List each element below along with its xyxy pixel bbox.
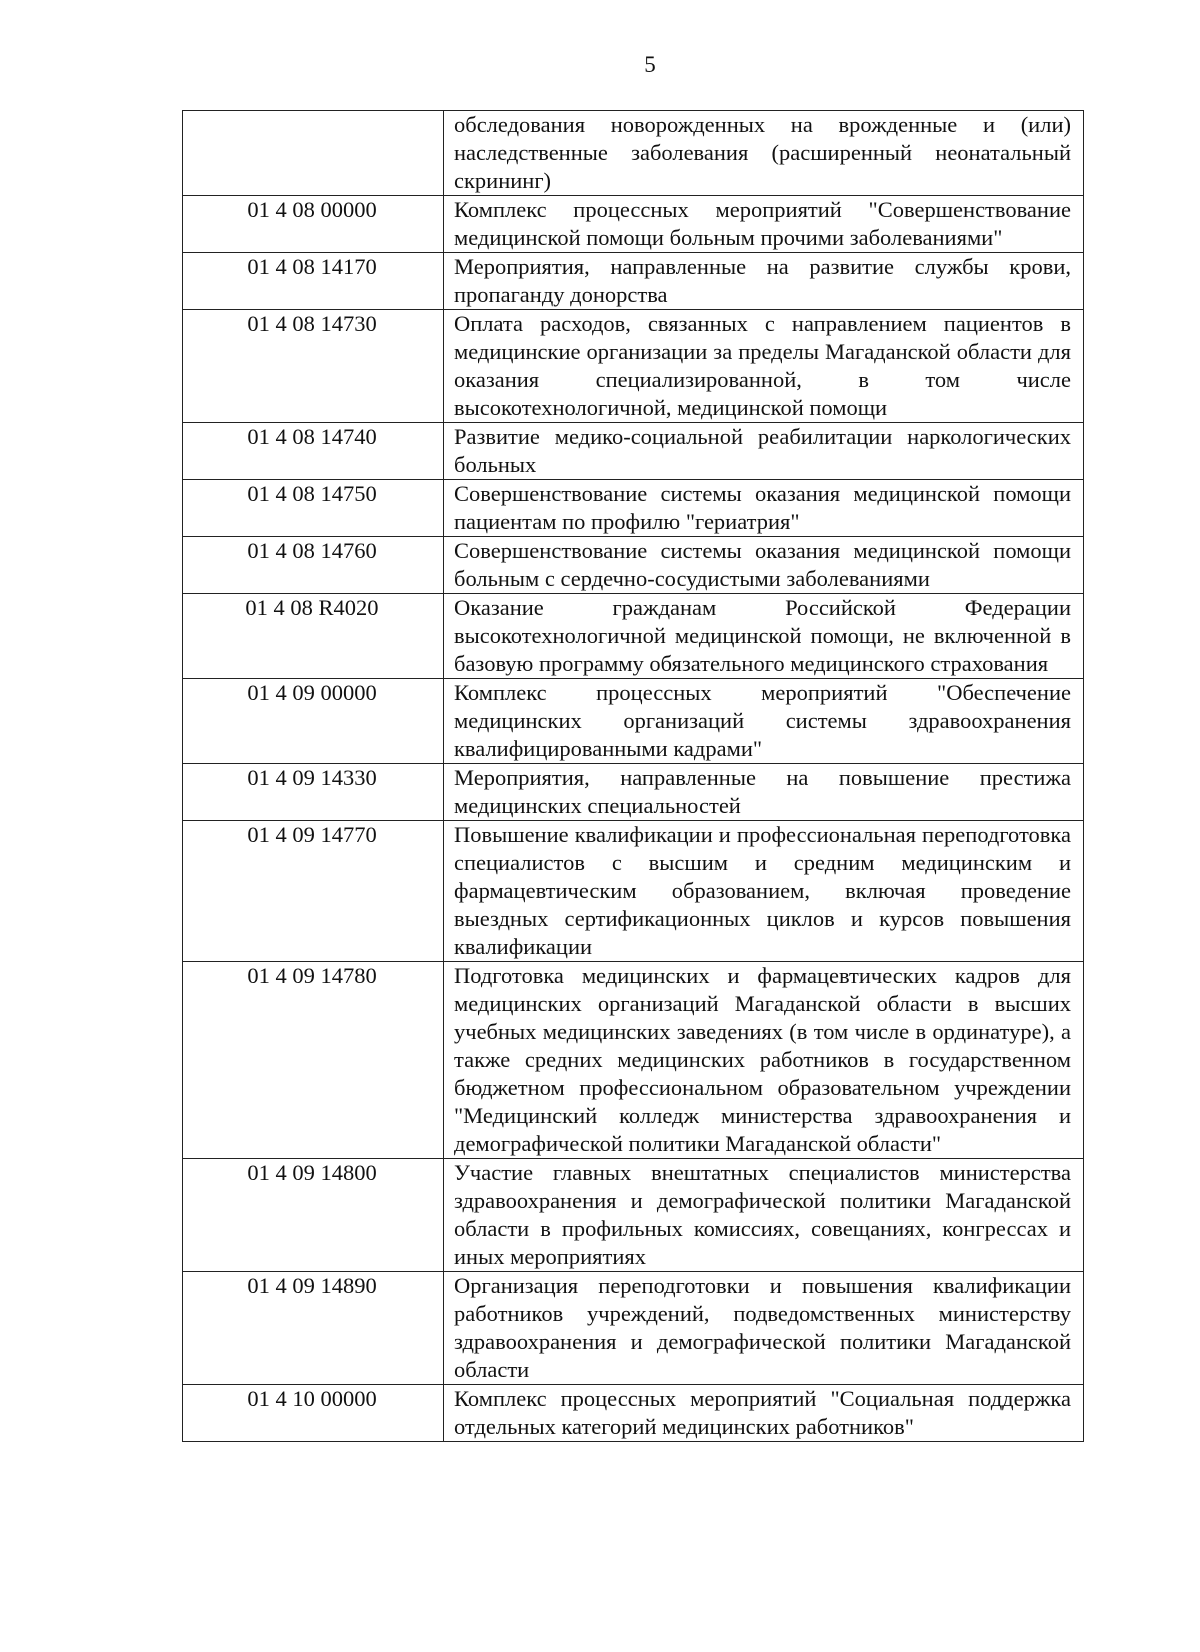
row-description-cell: Оплата расходов, связанных с направлением пациентов в медицинские организации за пределы Магаданской области для оказания специализированной, в том числе высокотехнологичной, медицинской помощи [444,310,1084,423]
table-row [183,764,1084,821]
row-description-cell: Повышение квалификации и профессиональная переподготовка специалистов с высшим и средним медицинским и фармацевтическим образованием, включая проведение выездных сертификационных циклов и курсов повышения квалификации [444,821,1084,962]
table-row [183,310,1084,423]
row-code-cell: 01 4 08 14760 [183,537,444,594]
row-code-cell: 01 4 08 14170 [183,253,444,310]
row-description-cell: Комплекс процессных мероприятий "Совершенствование медицинской помощи больным прочими заболеваниями" [444,196,1084,253]
row-description-cell: Комплекс процессных мероприятий "Социальная поддержка отдельных категорий медицинских работников" [444,1385,1084,1442]
row-code-cell [183,111,444,196]
table-row [183,537,1084,594]
row-description-cell: Комплекс процессных мероприятий "Обеспечение медицинских организаций системы здравоохранения квалифицированными кадрами" [444,679,1084,764]
table-body [183,111,1084,1442]
row-code-cell: 01 4 08 14730 [183,310,444,423]
row-description-cell: Оказание гражданам Российской Федерации высокотехнологичной медицинской помощи, не включенной в базовую программу обязательного медицинского страхования [444,594,1084,679]
row-code-cell: 01 4 10 00000 [183,1385,444,1442]
row-description-cell: Участие главных внештатных специалистов министерства здравоохранения и демографической политики Магаданской области в профильных комиссиях, совещаниях, конгрессах и иных мероприятиях [444,1159,1084,1272]
table-row [183,196,1084,253]
row-description-cell: Мероприятия, направленные на развитие службы крови, пропаганду донорства [444,253,1084,310]
row-description-cell: обследования новорожденных на врожденные и (или) наследственные заболевания (расширенный неонатальный скрининг) [444,111,1084,196]
table-row [183,1272,1084,1385]
table-row [183,594,1084,679]
row-code-cell: 01 4 09 14330 [183,764,444,821]
row-description-cell: Организация переподготовки и повышения квалификации работников учреждений, подведомственных министерству здравоохранения и демографической политики Магаданской области [444,1272,1084,1385]
table-row [183,480,1084,537]
row-description-cell: Подготовка медицинских и фармацевтических кадров для медицинских организаций Магаданской области в высших учебных медицинских заведениях (в том числе в ординатуре), а также средних медицинских работников в государственном бюджетном профессиональном образовательном учреждении "Медицинский колледж министерства здравоохранения и демографической политики Магаданской области" [444,962,1084,1159]
table-row [183,1159,1084,1272]
row-code-cell: 01 4 08 14740 [183,423,444,480]
row-code-cell: 01 4 09 14800 [183,1159,444,1272]
row-description-cell: Развитие медико-социальной реабилитации наркологических больных [444,423,1084,480]
row-description-cell: Мероприятия, направленные на повышение престижа медицинских специальностей [444,764,1084,821]
page-number: 5 [644,52,656,77]
row-description-cell: Совершенствование системы оказания медицинской помощи больным с сердечно-сосудистыми заболеваниями [444,537,1084,594]
row-code-cell: 01 4 09 00000 [183,679,444,764]
row-code-cell: 01 4 08 14750 [183,480,444,537]
row-code-cell: 01 4 09 14770 [183,821,444,962]
row-code-cell: 01 4 09 14890 [183,1272,444,1385]
table-row [183,111,1084,196]
row-description-cell: Совершенствование системы оказания медицинской помощи пациентам по профилю "гериатрия" [444,480,1084,537]
table-row [183,962,1084,1159]
row-code-cell: 01 4 08 00000 [183,196,444,253]
table-row [183,679,1084,764]
table-row [183,253,1084,310]
row-code-cell: 01 4 09 14780 [183,962,444,1159]
table-row [183,821,1084,962]
row-code-cell: 01 4 08 R4020 [183,594,444,679]
table-row [183,1385,1084,1442]
budget-codes-table [182,110,1084,1442]
table-row [183,423,1084,480]
